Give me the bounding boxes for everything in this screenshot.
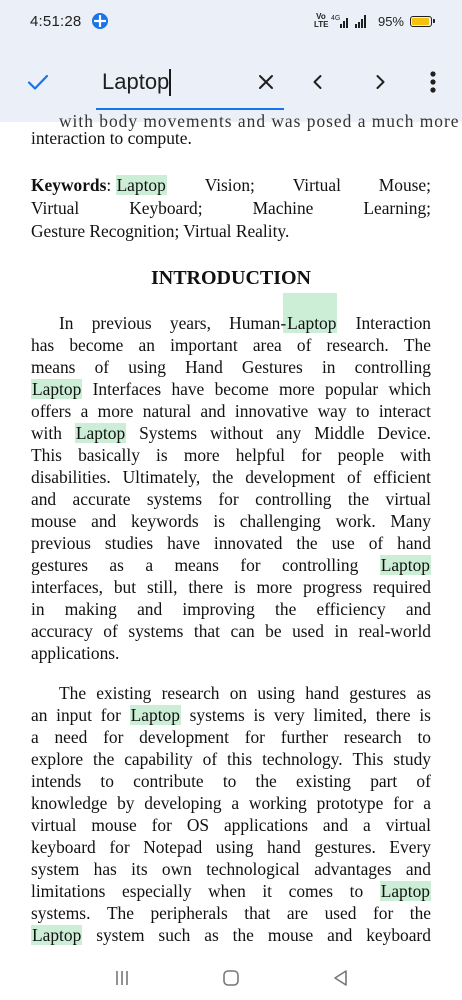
word: for — [393, 793, 414, 813]
word: such — [158, 925, 191, 945]
text-line — [31, 444, 431, 466]
word: used — [292, 621, 324, 641]
word: gestures. — [314, 837, 376, 857]
word: comes — [288, 881, 334, 901]
text-line — [31, 532, 431, 554]
word: to — [222, 771, 237, 791]
navigation-bar — [0, 958, 462, 1000]
word: Mouse; — [378, 175, 431, 195]
word: efficient — [373, 467, 431, 487]
word: a — [80, 401, 89, 421]
keywords-line-2 — [31, 197, 431, 219]
word: to — [355, 401, 370, 421]
search-match: Laptop — [380, 555, 430, 575]
word: by — [117, 793, 135, 813]
word: of — [103, 621, 118, 641]
recents-button[interactable] — [107, 963, 137, 993]
previous-match-button[interactable] — [304, 68, 332, 96]
word: its — [131, 859, 148, 879]
recents-menu-icon — [113, 969, 131, 987]
word: has — [93, 859, 117, 879]
word: which — [388, 379, 431, 399]
back-icon — [332, 969, 350, 987]
text-line — [31, 422, 431, 444]
word: innovative — [234, 401, 309, 421]
word: become — [214, 379, 269, 399]
word: is — [234, 577, 246, 597]
word: there — [375, 705, 411, 725]
text-line — [59, 312, 431, 334]
word: any — [276, 423, 302, 443]
word: popular — [325, 379, 379, 399]
word: in — [31, 599, 45, 619]
text-line — [31, 858, 431, 880]
word: Gestures — [241, 357, 303, 377]
word: existing — [96, 683, 152, 703]
word: research — [161, 683, 220, 703]
text-line — [31, 488, 431, 510]
word: and — [91, 511, 117, 531]
word: more — [183, 445, 220, 465]
word: of — [368, 533, 384, 553]
word: of — [416, 771, 431, 791]
word: and — [137, 599, 163, 619]
close-icon — [257, 73, 275, 91]
word: be — [265, 621, 282, 641]
word: Vision; — [204, 175, 255, 195]
word: Interfaces — [92, 379, 162, 399]
word: of — [296, 335, 312, 355]
word: for — [218, 489, 239, 509]
word: is — [156, 445, 168, 465]
word: accuracy — [31, 621, 93, 641]
word: Device. — [377, 423, 431, 443]
text-line — [31, 726, 431, 748]
word: research — [343, 727, 402, 747]
word: need — [54, 727, 88, 747]
word: systems — [128, 621, 184, 641]
word: The — [403, 335, 431, 355]
word: The — [59, 683, 87, 703]
word: working — [248, 793, 307, 813]
word: years, — [169, 313, 211, 333]
word: applications. — [31, 643, 120, 663]
text-line — [31, 836, 431, 858]
word: offers — [31, 401, 72, 421]
word: hand — [305, 683, 340, 703]
word: in — [321, 357, 336, 377]
status-time: 4:51:28 — [30, 12, 82, 30]
text-line — [31, 400, 431, 422]
text-line — [31, 924, 431, 946]
word: Machine — [252, 198, 314, 218]
word: Keyboard; — [129, 198, 203, 218]
svg-text:4G: 4G — [330, 15, 341, 22]
word: work. — [335, 511, 376, 531]
word: Notepad — [143, 837, 203, 857]
word: Ultimately, — [122, 467, 201, 487]
word: area — [252, 335, 282, 355]
back-button[interactable] — [326, 963, 356, 993]
word: interfaces, — [31, 577, 103, 597]
word: especially — [121, 881, 192, 901]
word: for — [301, 445, 322, 465]
word-with-match: Human-Laptop — [229, 313, 337, 333]
done-button[interactable] — [24, 68, 52, 96]
word: prototype — [316, 793, 384, 813]
signal-icon — [331, 14, 371, 28]
word-with-match — [380, 880, 431, 902]
word: studies — [104, 533, 154, 553]
search-match: Laptop — [32, 925, 82, 945]
word: of — [94, 357, 110, 377]
word: of — [346, 467, 362, 487]
search-match: Laptop — [287, 313, 337, 333]
find-input[interactable] — [102, 62, 252, 102]
word: for — [103, 727, 124, 747]
word: hand — [267, 837, 301, 857]
word: the — [347, 489, 370, 509]
word: intends — [31, 771, 82, 791]
word: this — [227, 749, 253, 769]
word: Virtual — [292, 175, 341, 195]
checkmark-icon — [26, 70, 50, 94]
word: very — [273, 705, 305, 725]
word: Virtual — [31, 198, 80, 218]
word: own — [161, 859, 192, 879]
word-with-match — [31, 924, 82, 946]
word: when — [208, 881, 246, 901]
word: gestures — [31, 555, 88, 575]
word: contribute — [133, 771, 204, 791]
word: use — [331, 533, 355, 553]
word: for — [109, 837, 130, 857]
word: research. — [326, 335, 389, 355]
word: existing — [295, 771, 352, 791]
word: challenging — [239, 511, 321, 531]
word: developing — [144, 793, 222, 813]
word-with-match — [130, 704, 181, 726]
word: systems — [146, 489, 202, 509]
home-button[interactable] — [216, 963, 246, 993]
home-icon — [222, 969, 240, 987]
keywords-colon: : — [106, 175, 112, 195]
word: disabilities. — [31, 467, 111, 487]
text-line — [31, 770, 431, 792]
word: has — [31, 335, 55, 355]
search-match: Laptop — [130, 705, 180, 725]
word: is — [253, 705, 266, 725]
word: an — [138, 335, 155, 355]
word: Systems — [139, 423, 198, 443]
word: the — [212, 467, 234, 487]
word: the — [255, 771, 277, 791]
text-line — [59, 682, 431, 704]
word: Hand — [185, 357, 223, 377]
word: mouse — [91, 815, 137, 835]
text-line — [31, 620, 431, 642]
text-line — [31, 510, 431, 532]
word: more — [256, 577, 293, 597]
text-line — [31, 902, 431, 924]
word: still, — [146, 577, 178, 597]
text-line — [31, 748, 431, 770]
more-options-button[interactable] — [419, 68, 447, 96]
word: development — [245, 467, 336, 487]
word: and — [200, 401, 226, 421]
word: way — [317, 401, 347, 421]
word: Many — [390, 511, 431, 531]
keywords-label-group — [31, 174, 167, 196]
word: advantages — [314, 859, 392, 879]
word: innovated — [213, 533, 283, 553]
word: become — [69, 335, 124, 355]
status-indicators — [314, 13, 432, 29]
keywords-line-1 — [31, 174, 431, 196]
word: virtual — [385, 815, 431, 835]
status-bar — [0, 0, 462, 42]
word: and — [31, 489, 57, 509]
clear-button[interactable] — [252, 68, 280, 96]
word: have — [167, 533, 200, 553]
word: part — [370, 771, 398, 791]
text-line — [31, 554, 431, 576]
word: progress — [303, 577, 363, 597]
word: can — [230, 621, 255, 641]
word: more — [278, 379, 315, 399]
word: an — [31, 705, 48, 725]
word: a — [31, 727, 39, 747]
word: people — [337, 445, 384, 465]
word: Learning; — [363, 198, 431, 218]
word: to — [349, 881, 364, 901]
text-line — [31, 378, 431, 400]
word: previous — [91, 313, 152, 333]
search-match: Laptop — [32, 379, 82, 399]
word: for — [372, 903, 394, 923]
word: peripherals — [150, 903, 228, 923]
clipped-line: with body movements and was posed a much more — [59, 111, 460, 131]
word: a — [362, 815, 371, 835]
search-match: Laptop — [75, 423, 126, 443]
text-line — [31, 814, 431, 836]
word: the — [409, 903, 431, 923]
word: In — [59, 313, 74, 333]
word: and — [327, 925, 353, 945]
word: technological — [206, 859, 300, 879]
word: required — [373, 577, 431, 597]
word: as — [109, 555, 124, 575]
word: using — [215, 837, 254, 857]
word: interact — [378, 401, 431, 421]
text-line — [31, 880, 431, 902]
word: keyboard — [31, 837, 96, 857]
word: controlling — [354, 357, 431, 377]
word: further — [280, 727, 329, 747]
word: keyboard — [366, 925, 431, 945]
word: the — [232, 925, 254, 945]
word: This — [31, 445, 62, 465]
word: mouse — [267, 925, 314, 945]
word: real-world — [358, 621, 431, 641]
word: without — [210, 423, 264, 443]
word: capability — [124, 749, 193, 769]
word: system — [96, 925, 145, 945]
shield-icon — [91, 12, 109, 30]
word: for — [151, 815, 172, 835]
word: development — [139, 727, 229, 747]
text-line — [31, 576, 431, 598]
word: is — [213, 511, 225, 531]
word: controlling — [281, 555, 359, 575]
word: limited, — [313, 705, 368, 725]
keywords-line-3: Gesture Recognition; Virtual Reality. — [31, 221, 290, 241]
word: basically — [78, 445, 140, 465]
text-line — [31, 598, 431, 620]
word: knowledge — [31, 793, 108, 813]
next-match-button[interactable] — [366, 68, 394, 96]
word: virtual — [385, 489, 431, 509]
word-with-match — [31, 378, 82, 400]
word: the — [275, 599, 297, 619]
word: a — [231, 793, 240, 813]
document-view[interactable] — [0, 111, 462, 958]
text-line — [31, 792, 431, 814]
word: systems. — [31, 903, 91, 923]
section-heading: INTRODUCTION — [150, 267, 312, 289]
battery-level — [412, 18, 429, 25]
word: using — [257, 683, 295, 703]
word: and — [405, 859, 431, 879]
text-line — [31, 642, 431, 664]
word: are — [286, 903, 309, 923]
word: for — [240, 555, 261, 575]
word: virtual — [31, 815, 77, 835]
word: mouse — [31, 511, 77, 531]
word: keywords — [131, 511, 199, 531]
word: with — [400, 445, 431, 465]
chevron-left-icon — [309, 73, 327, 91]
word: important — [170, 335, 238, 355]
battery-percent: 95% — [377, 13, 404, 29]
word: on — [229, 683, 248, 703]
word: Interaction — [355, 313, 431, 333]
chevron-right-icon — [371, 73, 389, 91]
word: there — [188, 577, 224, 597]
word: applications — [223, 815, 308, 835]
word: technology. — [262, 749, 343, 769]
word: and — [322, 815, 349, 835]
word: more — [97, 401, 134, 421]
keywords-label: Keywords — [31, 175, 107, 195]
word: hand — [397, 533, 431, 553]
word: a — [423, 793, 431, 813]
battery-icon — [410, 16, 432, 27]
word: efficiency — [316, 599, 386, 619]
text-line — [31, 334, 431, 356]
word: in — [334, 621, 349, 641]
word: using — [128, 357, 166, 377]
word: a — [145, 555, 154, 575]
word: systems — [189, 705, 245, 725]
word: explore — [31, 749, 84, 769]
word: for — [100, 705, 121, 725]
word: but — [113, 577, 137, 597]
abstract-last-line: interaction to compute. — [31, 128, 192, 148]
word: for — [244, 727, 265, 747]
word: the — [93, 749, 115, 769]
word: making — [64, 599, 117, 619]
word: with — [31, 423, 62, 443]
word: is — [419, 705, 431, 725]
word: previous — [31, 533, 91, 553]
word-with-match — [75, 422, 126, 444]
word: to — [417, 727, 431, 747]
word: controlling — [255, 489, 332, 509]
network-label: Vo LTE — [313, 12, 329, 29]
word: to — [100, 771, 114, 791]
word: input — [56, 705, 92, 725]
word-with-match — [380, 554, 431, 576]
word: as — [204, 925, 219, 945]
word: used — [324, 903, 357, 923]
word: as — [416, 683, 431, 703]
word: OS — [186, 815, 210, 835]
word: the — [296, 533, 318, 553]
word: natural — [142, 401, 192, 421]
word: The — [106, 903, 134, 923]
more-vert-icon — [429, 70, 437, 94]
word: improving — [182, 599, 255, 619]
word: that — [244, 903, 271, 923]
word: that — [193, 621, 220, 641]
word: of — [202, 749, 218, 769]
word: gestures — [349, 683, 407, 703]
word: Middle — [314, 423, 365, 443]
word: limitations — [31, 881, 106, 901]
word: and — [405, 599, 431, 619]
word: accurate — [72, 489, 131, 509]
search-match: Laptop — [380, 881, 430, 901]
word: it — [262, 881, 273, 901]
text-line — [31, 466, 431, 488]
word: means — [174, 555, 219, 575]
word: helpful — [235, 445, 285, 465]
text-line — [31, 704, 431, 726]
word: This — [352, 749, 384, 769]
find-query: Laptop — [102, 69, 170, 94]
word: system — [31, 859, 80, 879]
search-match: Laptop — [116, 175, 166, 195]
word: means — [31, 357, 76, 377]
word: have — [171, 379, 205, 399]
text-line — [31, 356, 431, 378]
word: study — [393, 749, 431, 769]
word: Every — [389, 837, 431, 857]
text-caret — [169, 69, 171, 96]
